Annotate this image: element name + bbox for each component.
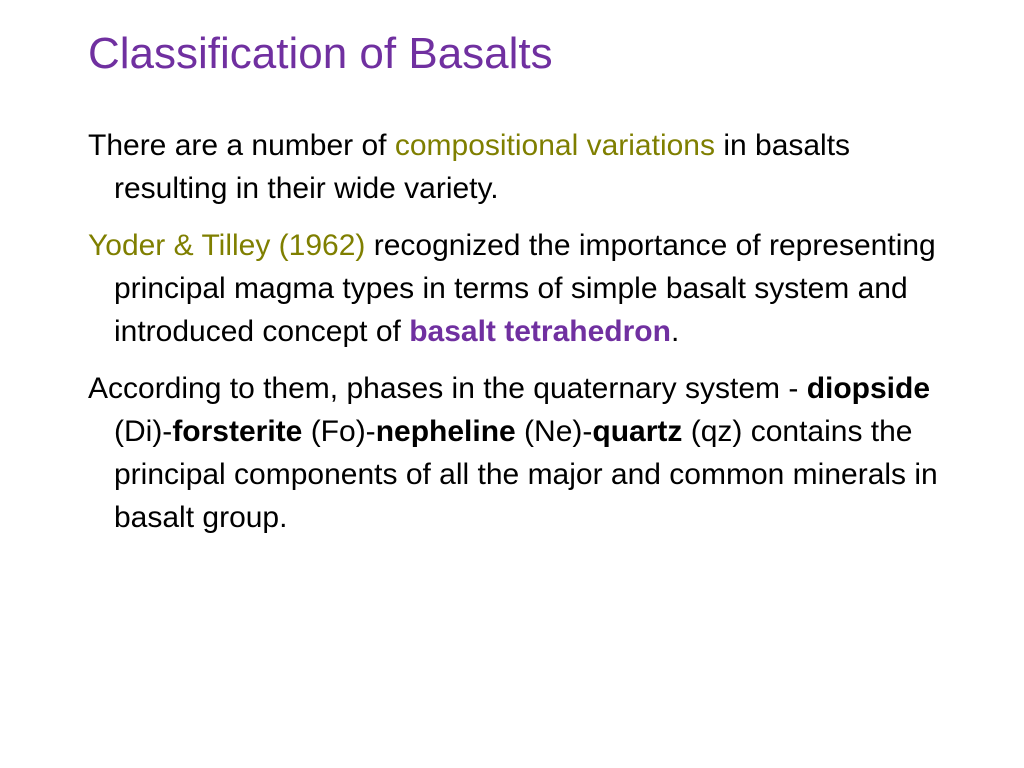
slide-title: Classification of Basalts [88,29,553,78]
mineral-quartz: quartz [592,415,683,448]
p2-text: recognized the importance of representing principal magma types in terms of simple basalt system and introduced concept of [114,229,936,348]
mineral-forsterite: forsterite [172,415,303,448]
p1-text-end: in basalts resulting in their wide variety. [114,129,851,205]
paragraph-quaternary-system [88,367,948,539]
mineral-nepheline: nepheline [375,415,516,448]
slide-body [88,124,948,553]
paragraph-compositional-variations [88,124,948,210]
p3-text-ne: (Ne)- [515,415,593,448]
p3-text-end: (qz) contains the principal components of all the major and common minerals in basalt group. [114,415,938,534]
mineral-diopside: diopside [806,372,931,405]
p3-text-fo: (Fo)- [302,415,376,448]
p2-text-end: . [670,315,680,348]
p3-text-di: (Di)- [114,415,173,448]
paragraph-yoder-tilley [88,224,948,353]
highlight-yoder-tilley: Yoder & Tilley (1962) [88,229,366,262]
term-basalt-tetrahedron: basalt tetrahedron [409,315,671,348]
highlight-compositional-variations: compositional variations [394,129,715,162]
p3-text-start: According to them, phases in the quaternary system - [88,372,807,405]
p1-text-start: There are a number of [88,129,395,162]
